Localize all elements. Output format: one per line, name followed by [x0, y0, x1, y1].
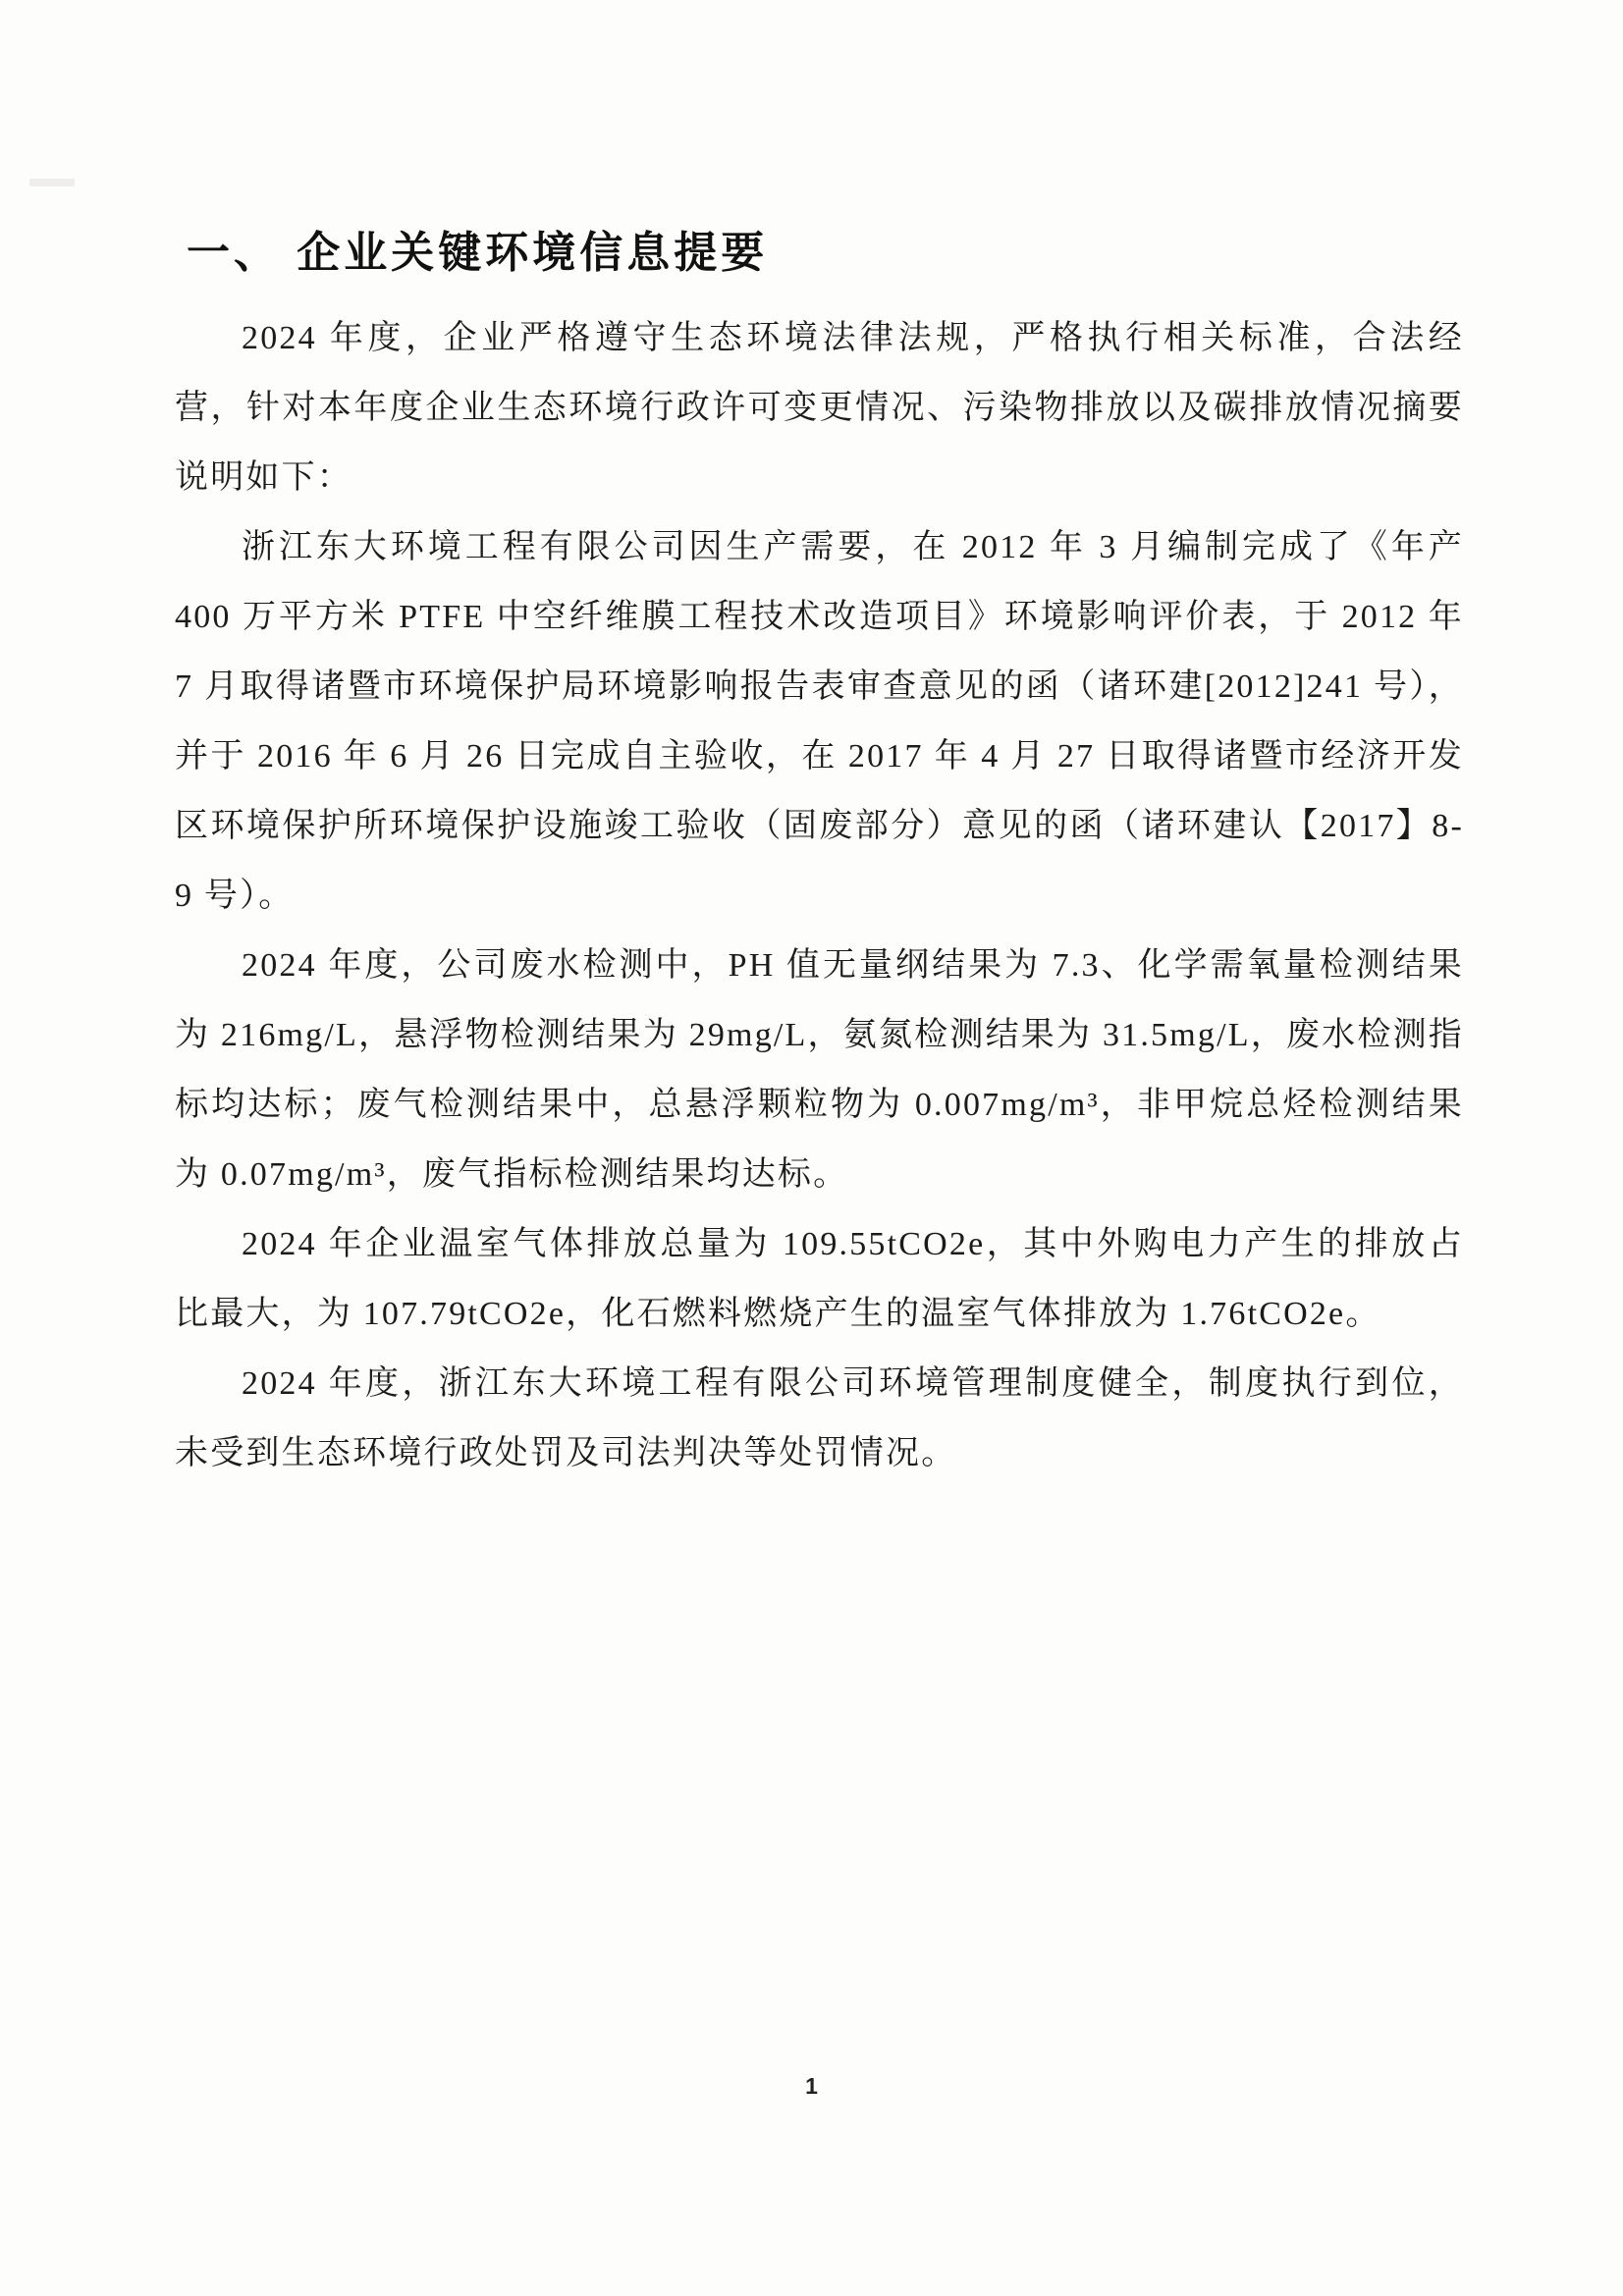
paragraph-summary-intro: 2024 年度，企业严格遵守生态环境法律法规，严格执行相关标准，合法经营，针对本年度企业生态环境行政许可变更情况、污染物排放以及碳排放情况摘要说明如下： — [175, 319, 1464, 496]
scan-artifact — [29, 179, 75, 187]
section-title: 一、 企业关键环境信息提要 — [187, 229, 769, 277]
paragraph-carbon-emissions: 2024 年企业温室气体排放总量为 109.55tCO2e，其中外购电力产生的排放占比最大，为 107.79tCO2e，化石燃料燃烧产生的温室气体排放为 1.76tCO2e。 — [175, 1225, 1464, 1332]
page-footer — [0, 2073, 1623, 2100]
paragraph-permit-history: 浙江东大环境工程有限公司因生产需要，在 2012 年 3 月编制完成了《年产 400 万平方米 PTFE 中空纤维膜工程技术改造项目》环境影响评价表，于 2012 年 7 月取得诸暨市环境保护局环境影响报告表审查意见的函（诸环建[2012]241 号），并于 2016 年 6 月 26 日完成自主验收，在 2017 年 4 月 27 日取得诸暨市经济开发区环境保护所环境保护设施竣工验收（固废部分）意见的函（诸环建认【2017】8-9 号）。 — [175, 528, 1464, 914]
page-number: 1 — [805, 2073, 818, 2099]
paragraph-pollutant-monitoring: 2024 年度，公司废水检测中，PH 值无量纲结果为 7.3、化学需氧量检测结果为 216mg/L，悬浮物检测结果为 29mg/L，氨氮检测结果为 31.5mg/L，废水检测指标均达标；废气检测结果中，总悬浮颗粒物为 0.007mg/m³，非甲烷总烃检测结果为 0.07mg/m³，废气指标检测结果均达标。 — [175, 946, 1464, 1193]
paragraph-compliance-status: 2024 年度，浙江东大环境工程有限公司环境管理制度健全，制度执行到位，未受到生态环境行政处罚及司法判决等处罚情况。 — [175, 1364, 1464, 1471]
document-body — [175, 303, 1464, 1488]
